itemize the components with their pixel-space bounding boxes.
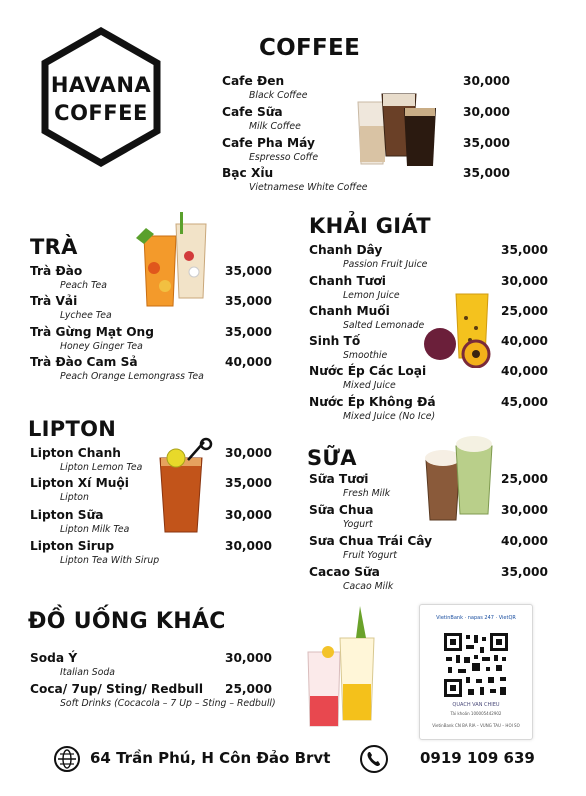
item-price: 35,000 [224,264,272,278]
item-price: 30,000 [462,105,510,119]
menu-item [309,534,548,564]
item-price: 35,000 [224,476,272,490]
item-price: 40,000 [500,334,548,348]
italian-soda-image [300,598,384,732]
item-price: 25,000 [224,682,272,696]
logo-line-2: COFFEE [54,101,148,125]
item-name: Chanh Muối [309,304,390,318]
menu-item [309,395,548,425]
item-english: Passion Fruit Juice [343,259,428,270]
passion-fruit-juice-image [418,288,500,368]
item-price: 35,000 [462,166,510,180]
coffee-glasses-image [352,86,440,174]
menu-item [309,364,548,394]
item-price: 40,000 [500,364,548,378]
item-english: Lipton Lemon Tea [60,462,143,473]
menu-item [30,355,272,385]
item-name: Lipton Xí Muội [30,476,129,490]
section-title-khac: ĐỒ UỐNG KHÁC [28,609,226,634]
item-english: Fresh Milk [343,488,391,499]
menu-item [30,651,272,681]
item-name: Nước Ép Không Đá [309,395,436,409]
item-name: Cafe Sữa [222,105,283,119]
item-price: 35,000 [224,325,272,339]
item-english: Lipton [60,492,89,503]
section-title-khai-giat: KHẢI GIÁT [309,214,431,238]
footer-address: 64 Trần Phú, H Côn Đảo Brvt [90,749,331,767]
menu-item [30,682,276,712]
bank-branch: VietinBank CN BA RIA – VUNG TAU – HOI SO [432,723,520,728]
item-price: 25,000 [500,472,548,486]
milk-drinks-image [420,432,500,522]
item-price: 25,000 [500,304,548,318]
item-price: 35,000 [224,294,272,308]
globe-icon [54,746,80,772]
menu-item [30,539,272,569]
item-price: 30,000 [224,446,272,460]
brand-logo [40,27,162,167]
menu-item [309,565,548,595]
hexagon-outline [40,27,162,167]
item-price: 35,000 [462,136,510,150]
item-english: Mixed Juice [343,380,396,391]
item-price: 45,000 [500,395,548,409]
item-english: Honey Ginger Tea [60,341,143,352]
item-name: Chanh Dây [309,243,383,257]
item-name: Lipton Sirup [30,539,115,553]
item-english: Mixed Juice (No Ice) [343,411,436,422]
item-english: Vietnamese White Coffee [249,182,368,193]
item-english: Lipton Tea With Sirup [60,555,160,566]
item-english: Lychee Tea [60,310,112,321]
item-english: Yogurt [343,519,373,530]
item-english: Italian Soda [60,667,115,678]
item-english: Lipton Milk Tea [60,524,130,535]
item-english: Lemon Juice [343,290,400,301]
item-price: 35,000 [500,565,548,579]
item-name: Sữa Tươi [309,472,369,486]
item-price: 40,000 [224,355,272,369]
qr-card-header: VietinBank · napas 247 · VietQR [436,615,516,621]
item-price: 30,000 [224,651,272,665]
item-name: Nước Ép Các Loại [309,364,427,378]
item-english: Cacao Milk [343,581,394,592]
item-name: Lipton Sữa [30,508,104,522]
item-name: Soda Ý [30,651,78,665]
item-english: Smoothie [343,350,388,361]
item-name: Trà Đào [30,264,83,278]
phone-icon [360,745,388,773]
qr-code-icon [442,631,510,699]
section-title-lipton: LIPTON [28,417,117,441]
item-name: Chanh Tươi [309,274,386,288]
account-number: Tài khoản 100005442902 [450,711,502,716]
item-name: Sưa Chua Trái Cây [309,534,433,548]
item-english: Soft Drinks (Cocacola – 7 Up – Sting – Redbull) [60,698,276,709]
item-english: Black Coffee [249,90,308,101]
item-name: Cafe Đen [222,74,285,88]
item-name: Sữa Chua [309,503,374,517]
item-english: Peach Orange Lemongrass Tea [60,371,204,382]
item-name: Lipton Chanh [30,446,121,460]
item-name: Trà Đào Cam Sả [30,355,138,369]
item-name: Cacao Sữa [309,565,380,579]
item-name: Trà Gừng Mạt Ong [30,325,154,339]
item-english: Espresso Coffe [249,152,319,163]
item-price: 30,000 [500,274,548,288]
item-english: Peach Tea [60,280,107,291]
item-price: 40,000 [500,534,548,548]
item-name: Bạc Xỉu [222,166,274,180]
footer-phone: 0919 109 639 [420,749,535,767]
item-english: Milk Coffee [249,121,301,132]
item-price: 35,000 [500,243,548,257]
peach-tea-image [136,208,212,310]
section-title-sua: SỮA [307,446,357,470]
item-name: Coca/ 7up/ Sting/ Redbull [30,682,204,696]
logo-line-1: HAVANA [50,73,152,97]
item-price: 30,000 [500,503,548,517]
menu-item [30,325,272,355]
item-price: 30,000 [462,74,510,88]
account-owner: QUACH VAN CHIEU [452,702,500,708]
section-title-tra: TRÀ [30,235,78,259]
item-price: 30,000 [224,539,272,553]
qr-payment-card [419,604,533,740]
item-english: Salted Lemonade [343,320,425,331]
item-english: Fruit Yogurt [343,550,397,561]
item-name: Sinh Tố [309,334,361,348]
item-price: 30,000 [224,508,272,522]
lipton-tea-image [148,436,216,536]
item-name: Cafe Pha Máy [222,136,315,150]
item-name: Trà Vải [30,294,78,308]
menu-item [309,243,548,273]
section-title-coffee: COFFEE [259,35,361,61]
